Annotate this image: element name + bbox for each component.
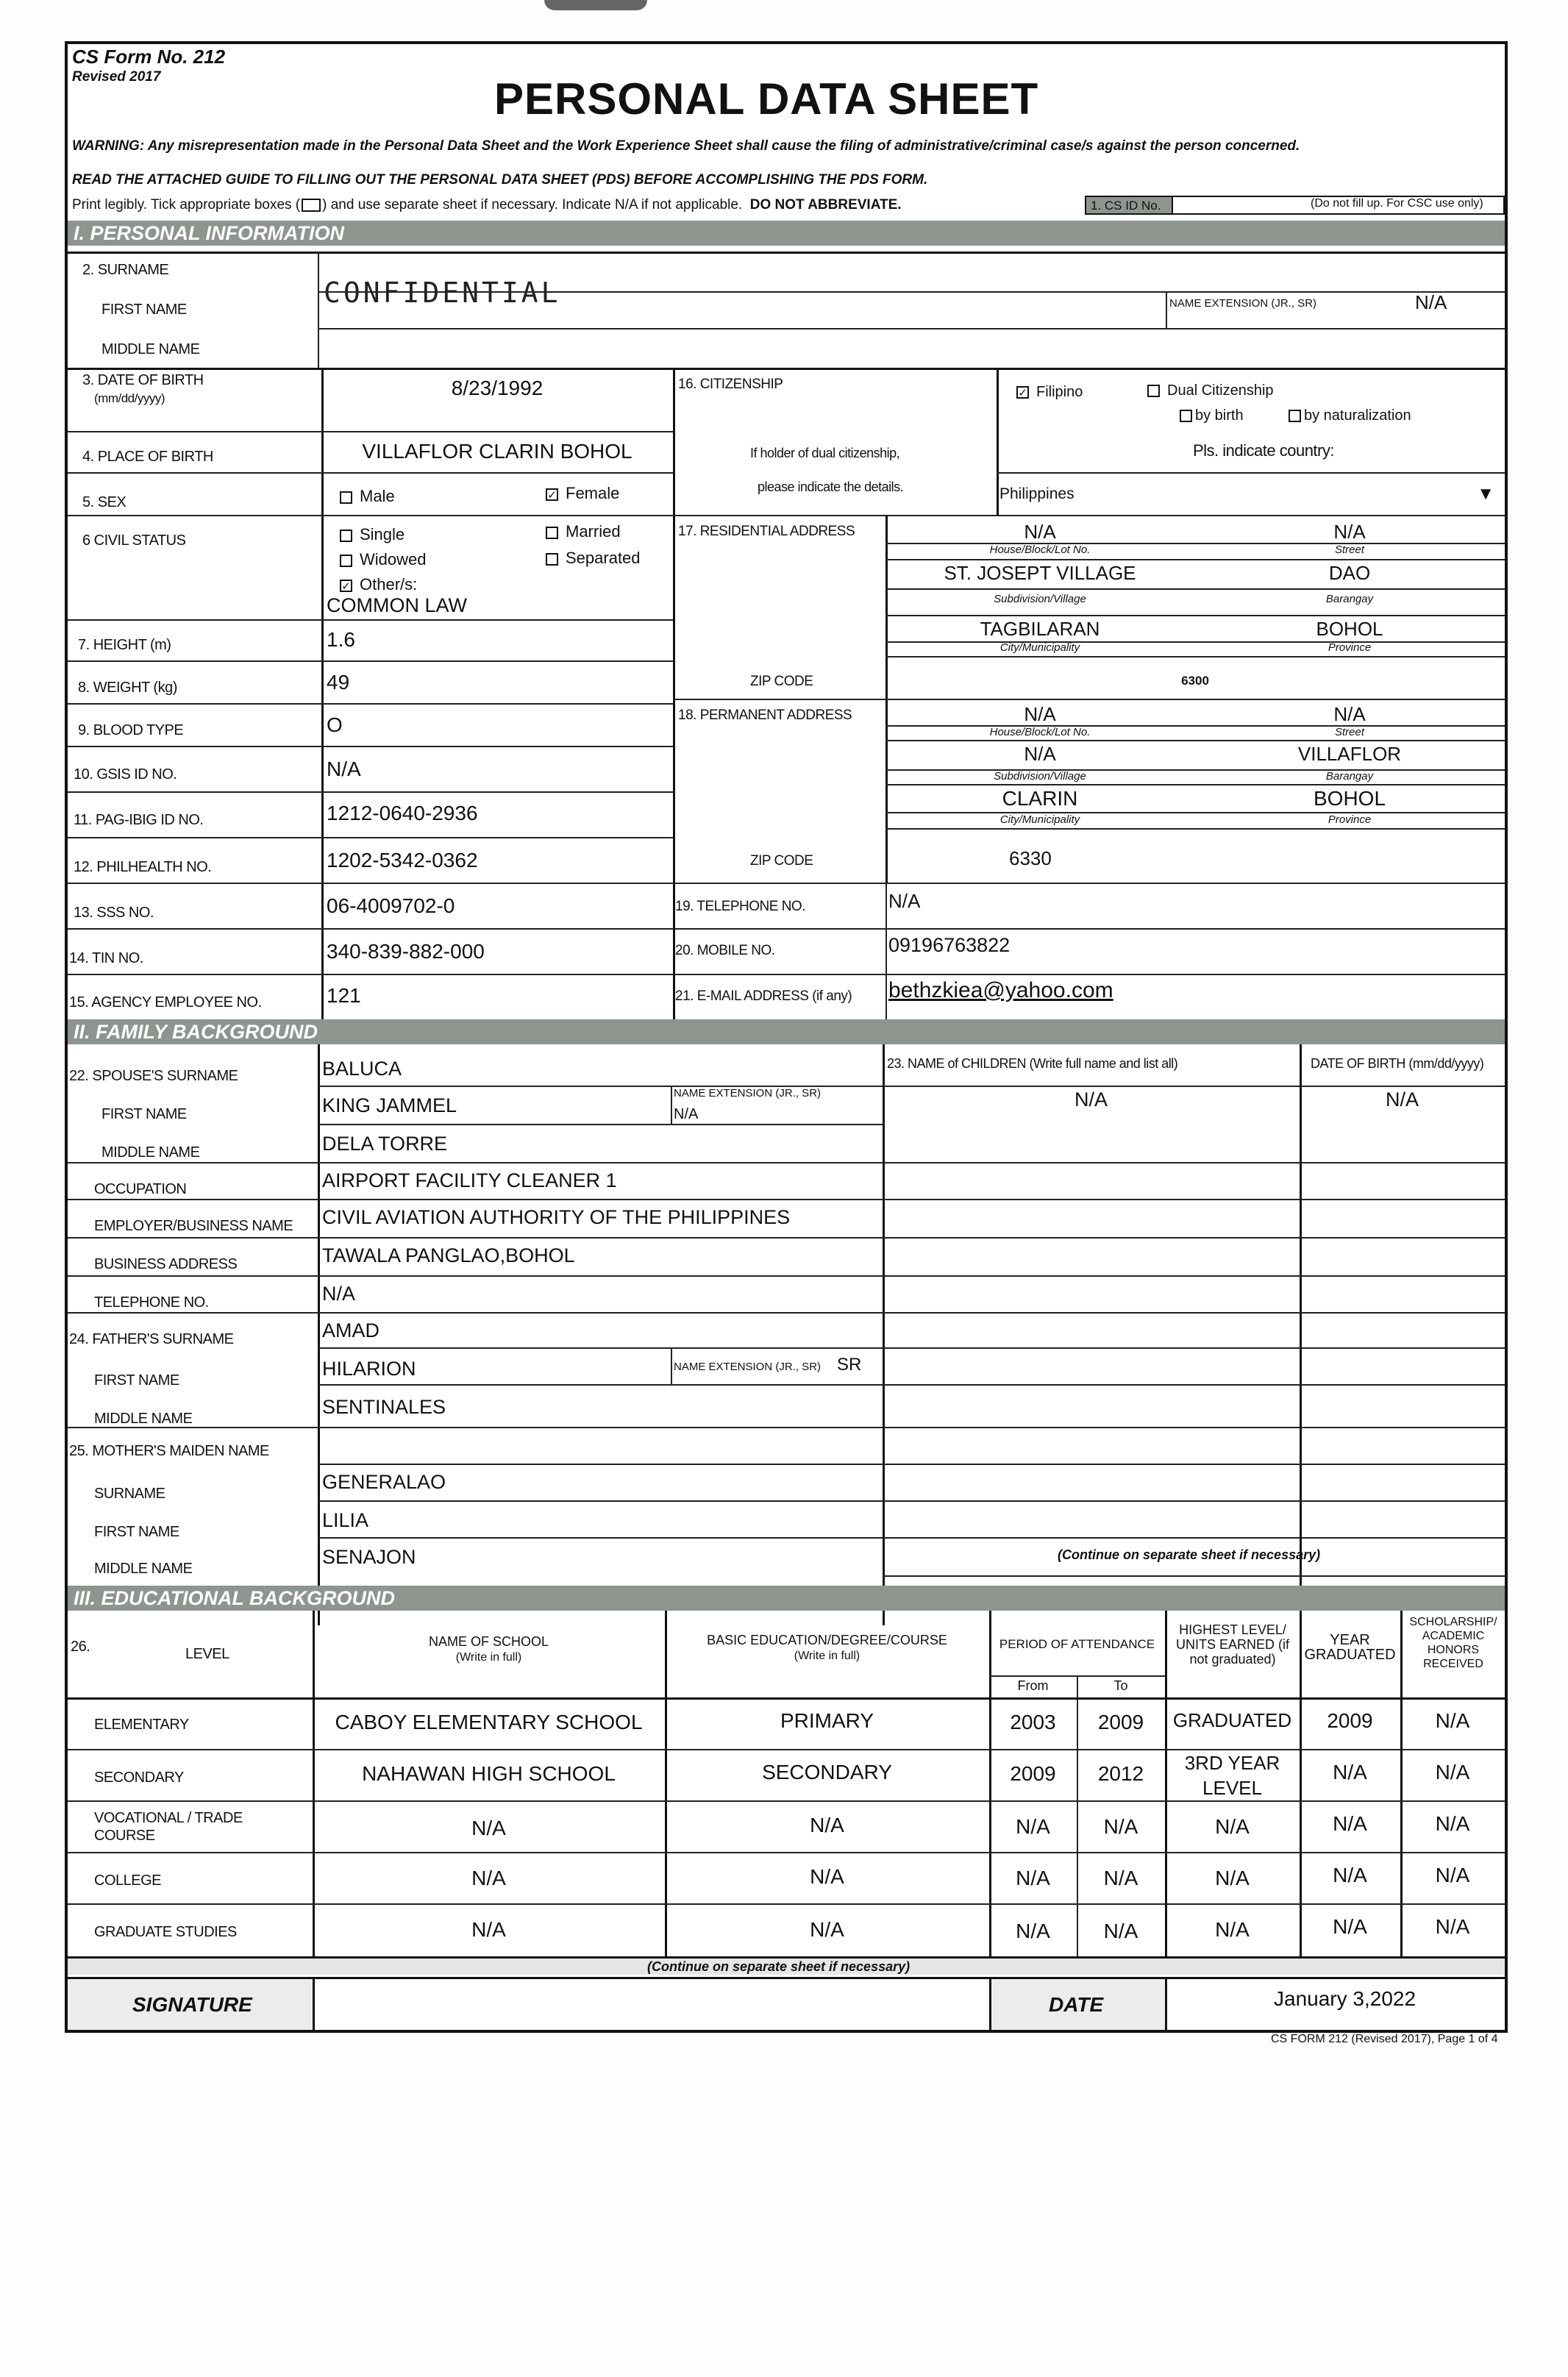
citizenship-filipino-label: Filipino [1036,384,1083,400]
education-level: GRADUATE STUDIES [94,1924,237,1940]
mobile-label: 20. MOBILE NO. [675,943,775,958]
instructions-part-1: Print legibly. Tick appropriate boxes ( [72,197,301,213]
rule [885,559,1505,560]
rule [68,1237,1505,1239]
rule [68,619,673,621]
rule [68,974,1505,975]
perm-province-caption: Province [1328,813,1372,826]
father-first-name-label: FIRST NAME [94,1372,179,1389]
rule [68,252,1505,254]
philhealth-label: 12. PHILHEALTH NO. [74,859,212,875]
pds-sheet [65,41,1508,2033]
res-street-caption: Street [1334,544,1365,556]
height-value: 1.6 [327,628,355,651]
school-header [313,1634,665,1665]
height-label: 7. HEIGHT (m) [78,637,171,653]
citizenship-filipino-option[interactable] [1016,384,1083,401]
instructions-part-2: ) and use separate sheet if necessary. Indicate N/A if not applicable. [322,197,743,213]
rule [665,1611,667,1964]
spouse-name-ext-value: N/A [674,1106,699,1122]
spouse-telephone-value: N/A [322,1283,356,1305]
period-header: PERIOD OF ATTENDANCE [999,1637,1155,1651]
children-dob-value: N/A [1385,1088,1419,1111]
rule [671,1086,672,1124]
rule [885,615,1505,616]
spouse-first-name-value: KING JAMMEL [322,1094,457,1116]
education-course: N/A [810,1918,844,1941]
course-header-text: BASIC EDUCATION/DEGREE/COURSE [707,1633,947,1647]
education-school: CABOY ELEMENTARY SCHOOL [335,1711,643,1733]
spouse-surname-value: BALUCA [322,1058,402,1080]
agency-employee-label: 15. AGENCY EMPLOYEE NO. [69,994,262,1011]
rule [68,791,673,793]
civil-widowed-label: Widowed [360,550,427,569]
education-school: N/A [471,1867,506,1889]
mobile-value: 09196763822 [888,934,1011,956]
section-family-background: II. FAMILY BACKGROUND [68,1019,1505,1044]
rule [68,746,673,747]
education-from: 2003 [1010,1711,1056,1733]
honors-header: SCHOLARSHIP/ ACADEMIC HONORS RECEIVED [1409,1616,1497,1670]
permanent-address-label: 18. PERMANENT ADDRESS [678,708,852,723]
civil-widowed-option[interactable] [340,550,426,569]
occupation-value: AIRPORT FACILITY CLEANER 1 [322,1169,617,1191]
education-honors: N/A [1435,1761,1470,1783]
gsis-value: N/A [327,758,361,780]
education-to: N/A [1103,1815,1138,1838]
education-year: 2009 [1327,1709,1373,1732]
perm-street-caption: Street [1334,726,1365,738]
education-to: 2009 [1097,1711,1144,1733]
rule [885,784,1505,785]
citizenship-by-birth-label: by birth [1195,407,1244,424]
instructions-line [72,197,902,213]
spouse-middle-name-value: DELA TORRE [322,1133,448,1155]
civil-other-option[interactable] [340,575,417,594]
res-zip-label: ZIP CODE [750,674,813,689]
citizenship-naturalization-option[interactable] [1289,407,1411,424]
rule [1166,291,1167,328]
rule [68,368,1505,370]
rule [883,1537,1505,1539]
form-revision: Revised 2017 [72,69,161,85]
weight-label: 8. WEIGHT (kg) [78,680,177,696]
course-header [665,1633,989,1664]
sex-male-option[interactable] [340,487,395,506]
spouse-name-ext-label: NAME EXTENSION (JR., SR) [674,1087,822,1100]
rule [673,368,675,1019]
date-label: DATE [1049,1993,1104,2016]
perm-province-value: BOHOL [1313,787,1386,810]
mother-surname-label: SURNAME [94,1486,165,1502]
period-to-header: To [1113,1678,1128,1693]
perm-city-caption: City/Municipality [999,813,1080,826]
education-honors: N/A [1435,1812,1470,1835]
signature-label: SIGNATURE [132,1993,252,2016]
rule [885,828,1505,830]
perm-city-value: CLARIN [1002,787,1078,810]
citizenship-holder-note-1: If holder of dual citizenship, [750,446,900,460]
dob-label: 3. DATE OF BIRTH [82,372,204,388]
civil-other-checkbox[interactable]: ✓ [340,580,352,592]
civil-single-option[interactable] [340,525,405,544]
country-label: Pls. indicate country: [1193,441,1334,460]
education-honors: N/A [1435,1915,1470,1938]
philhealth-value: 1202-5342-0362 [327,849,478,872]
section-personal-information: I. PERSONAL INFORMATION [68,221,1505,246]
rule [318,1464,1505,1465]
education-level: COLLEGE [94,1872,161,1889]
mother-first-name-label: FIRST NAME [94,1524,179,1540]
residential-address-label: 17. RESIDENTIAL ADDRESS [678,524,855,539]
civil-widowed-checkbox[interactable] [340,555,352,567]
rule [68,515,673,516]
education-highest: N/A [1215,1918,1250,1941]
rule [885,588,1505,590]
business-address-value: TAWALA PANGLAO,BOHOL [322,1244,575,1266]
res-barangay-caption: Barangay [1325,593,1374,605]
education-year: N/A [1333,1864,1367,1886]
email-label: 21. E-MAIL ADDRESS (if any) [675,988,852,1004]
name-extension-value: N/A [1415,291,1447,313]
perm-zip-label: ZIP CODE [750,853,813,869]
res-province-caption: Province [1328,641,1372,654]
tin-label: 14. TIN NO. [69,950,143,966]
education-from: N/A [1016,1815,1050,1838]
rule [68,1800,1505,1802]
children-label: 23. NAME of CHILDREN (Write full name and list all) [887,1056,1178,1071]
sss-label: 13. SSS NO. [74,905,154,921]
agency-employee-value: 121 [327,984,361,1007]
perm-barangay-caption: Barangay [1325,770,1374,783]
rule [68,837,673,838]
res-province-value: BOHOL [1316,618,1383,640]
rule [318,328,1505,329]
education-school: NAHAWAN HIGH SCHOOL [362,1762,616,1785]
rule [318,1500,1505,1502]
course-header-sub: (Write in full) [794,1650,860,1662]
res-subdivision-caption: Subdivision/Village [994,593,1086,605]
perm-house-value: N/A [1024,703,1056,725]
res-city-value: TAGBILARAN [980,618,1100,640]
education-course: N/A [810,1814,844,1836]
signature-field[interactable] [315,1979,989,2030]
education-school: N/A [471,1817,506,1839]
civil-married-option[interactable] [546,522,621,541]
rule [318,252,319,368]
res-house-value: N/A [1024,521,1056,543]
name-extension-label: NAME EXTENSION (JR., SR) [1169,297,1317,310]
section-educational-background: III. EDUCATIONAL BACKGROUND [68,1586,1505,1611]
rule [68,1427,1505,1428]
civil-separated-label: Separated [566,549,641,567]
education-highest: N/A [1215,1867,1250,1889]
education-to: N/A [1103,1920,1138,1942]
dob-format: (mm/dd/yyyy) [94,391,165,405]
rule [68,883,1505,884]
sex-male-checkbox[interactable] [340,491,352,504]
education-highest: GRADUATED [1172,1709,1292,1731]
mother-surname-value: GENERALAO [322,1471,446,1493]
tin-value: 340-839-882-000 [327,940,485,963]
education-year: N/A [1333,1915,1367,1938]
tick-box-sample [302,199,321,212]
civil-single-label: Single [360,525,405,544]
civil-married-label: Married [566,522,621,541]
employer-label: EMPLOYER/BUSINESS NAME [94,1218,293,1234]
mother-first-name-value: LILIA [322,1509,369,1531]
sex-female-checkbox[interactable]: ✓ [546,488,558,501]
rule [68,472,673,474]
citizenship-label: 16. CITIZENSHIP [678,377,783,392]
rule [68,1749,1505,1750]
country-select[interactable] [997,474,1505,515]
rule [318,1086,1505,1087]
education-honors: N/A [1435,1864,1470,1886]
res-zip-value: 6300 [1181,674,1209,688]
sex-male-label: Male [360,487,395,505]
rule [883,1575,1505,1577]
name-value: CONFIDENTIAL [324,277,561,309]
spouse-middle-name-label: MIDDLE NAME [101,1144,200,1161]
surname-label: 2. SURNAME [82,262,169,278]
mother-middle-name-label: MIDDLE NAME [94,1561,193,1577]
sss-value: 06-4009702-0 [327,894,455,917]
rule [68,1312,1505,1314]
rule [68,660,673,662]
perm-street-value: N/A [1333,703,1366,725]
education-level: ELEMENTARY [94,1717,189,1733]
rule [885,740,1505,741]
cs-id-note: (Do not fill up. For CSC use only) [1311,197,1483,210]
rule [68,1275,1505,1277]
family-continue-note: (Continue on separate sheet if necessary) [1058,1547,1321,1562]
education-to: 2012 [1097,1762,1144,1785]
father-surname-label: 24. FATHER'S SURNAME [69,1331,234,1347]
blood-type-label: 9. BLOOD TYPE [78,722,184,738]
father-name-ext-label: NAME EXTENSION (JR., SR) [674,1361,822,1373]
rule [1300,1611,1302,1964]
citizenship-dual-checkbox[interactable] [1147,385,1160,397]
telephone-value: N/A [888,890,921,912]
rule [318,1124,883,1125]
rule [671,1347,672,1384]
children-dob-label: DATE OF BIRTH (mm/dd/yyyy) [1311,1056,1484,1071]
rule [673,699,1505,700]
pob-label: 4. PLACE OF BIRTH [82,449,213,465]
rule [989,1611,991,1964]
rule [883,1347,1505,1349]
citizenship-by-birth-checkbox[interactable] [1180,410,1192,422]
country-select-value: Philippines [999,485,1075,502]
education-to: N/A [1103,1867,1138,1889]
res-barangay-value: DAO [1328,562,1371,584]
citizenship-holder-note-2: please indicate the details. [758,480,904,494]
rule [68,431,673,432]
citizenship-dual-option[interactable] [1147,382,1274,399]
page-title: PERSONAL DATA SHEET [494,74,1039,124]
rule [68,1697,1505,1700]
civil-married-checkbox[interactable] [546,527,558,539]
education-course: N/A [810,1865,844,1888]
mother-maiden-name-label: 25. MOTHER'S MAIDEN NAME [69,1443,269,1459]
employer-value: CIVIL AVIATION AUTHORITY OF THE PHILIPPINES [322,1206,791,1228]
education-level: SECONDARY [94,1770,184,1786]
res-street-value: N/A [1333,521,1366,543]
period-from-header: From [1017,1678,1049,1693]
father-surname-value: AMAD [322,1319,380,1341]
spouse-first-name-label: FIRST NAME [101,1106,187,1122]
perm-subdivision-caption: Subdivision/Village [994,770,1086,783]
school-header-sub: (Write in full) [455,1651,522,1664]
cs-id-label: 1. CS ID No. [1085,196,1173,215]
res-city-caption: City/Municipality [999,641,1080,654]
pagibig-label: 11. PAG-IBIG ID NO. [74,812,204,828]
perm-zip-value: 6330 [1009,847,1052,869]
first-name-label: FIRST NAME [101,302,187,318]
form-number: CS Form No. 212 [72,46,226,68]
rule [989,1675,1165,1677]
education-continue-note: (Continue on separate sheet if necessary) [647,1959,910,1974]
sex-label: 5. SEX [82,494,126,510]
civil-single-checkbox[interactable] [340,530,352,542]
business-address-label: BUSINESS ADDRESS [94,1256,238,1272]
res-house-caption: House/Block/Lot No. [989,544,1091,556]
civil-other-label: Other/s: [360,575,418,594]
father-name-ext-value: SR [837,1355,862,1375]
perm-house-caption: House/Block/Lot No. [989,726,1091,738]
education-course: PRIMARY [780,1709,874,1732]
rule [68,703,673,705]
gsis-label: 10. GSIS ID NO. [74,766,177,783]
chevron-down-icon: ▼ [1477,484,1494,504]
rule [68,1903,1505,1905]
civil-other-value: COMMON LAW [327,594,467,616]
rule [68,928,1505,930]
rule [1165,1977,1167,2030]
warning-text: WARNING: Any misrepresentation made in the Personal Data Sheet and the Work Experience Sheet shall cause the filing of administrative/criminal case/s against the person concerned. [72,138,1300,154]
date-value: January 3,2022 [1274,1987,1416,2010]
education-level: VOCATIONAL / TRADE COURSE [94,1810,243,1844]
education-from: N/A [1016,1920,1050,1942]
education-highest: 3RD YEAR LEVEL [1184,1752,1280,1799]
form-footer: CS FORM 212 (Revised 2017), Page 1 of 4 [1271,2033,1498,2045]
education-honors: N/A [1435,1709,1470,1732]
scan-shadow [544,0,647,10]
dob-value: 8/23/1992 [451,377,544,399]
rule [1165,1611,1167,1964]
res-subdivision-value: ST. JOSEPT VILLAGE [944,562,1136,584]
civil-separated-checkbox[interactable] [546,553,558,566]
rule [318,1384,883,1386]
middle-name-label: MIDDLE NAME [101,341,200,357]
perm-subdivision-value: N/A [1024,743,1056,765]
education-highest: N/A [1215,1815,1250,1838]
rule [68,1162,1505,1163]
rule [318,1537,883,1539]
blood-type-value: O [327,713,343,736]
sex-female-label: Female [566,484,620,502]
citizenship-filipino-checkbox[interactable]: ✓ [1016,386,1029,399]
rule [321,368,324,1019]
do-not-abbreviate: DO NOT ABBREVIATE. [749,197,902,213]
citizenship-dual-label: Dual Citizenship [1167,382,1274,399]
education-from: 2009 [1010,1762,1056,1785]
year-graduated-header: YEAR GRADUATED [1304,1632,1396,1663]
education-year: N/A [1333,1761,1367,1783]
education-year: N/A [1333,1812,1367,1835]
children-name-value: N/A [1074,1088,1108,1111]
citizenship-naturalization-checkbox[interactable] [1289,410,1301,422]
rule [673,515,1505,516]
rule [883,1384,1505,1386]
civil-separated-option[interactable] [546,549,641,568]
education-school: N/A [471,1918,506,1941]
occupation-label: OCCUPATION [94,1181,187,1197]
citizenship-naturalization-label: by naturalization [1304,407,1411,424]
education-number-label: 26. [71,1639,90,1655]
rule [68,1852,1505,1853]
rule [885,883,887,1019]
spouse-telephone-label: TELEPHONE NO. [94,1294,209,1311]
mother-middle-name-value: SENAJON [322,1546,416,1568]
father-first-name-value: HILARION [322,1358,416,1380]
civil-status-label: 6 CIVIL STATUS [82,532,186,549]
weight-value: 49 [327,671,350,694]
citizenship-by-birth-option[interactable] [1180,407,1244,424]
spouse-surname-label: 22. SPOUSE'S SURNAME [69,1068,238,1084]
father-middle-name-value: SENTINALES [322,1396,446,1418]
pagibig-value: 1212-0640-2936 [327,802,478,824]
perm-barangay-value: VILLAFLOR [1297,743,1402,765]
education-course: SECONDARY [762,1761,892,1783]
rule [68,1199,1505,1200]
rule [885,656,1505,657]
education-from: N/A [1016,1867,1050,1889]
pob-value: VILLAFLOR CLARIN BOHOL [362,440,632,463]
education-level-header: LEVEL [185,1646,229,1662]
highest-level-header: HIGHEST LEVEL/ UNITS EARNED (if not graduated) [1175,1622,1289,1667]
rule [318,291,1505,293]
father-middle-name-label: MIDDLE NAME [94,1411,193,1427]
school-header-text: NAME OF SCHOOL [428,1634,549,1649]
email-value[interactable]: bethzkiea@yahoo.com [888,978,1113,1002]
read-guide-text: READ THE ATTACHED GUIDE TO FILLING OUT THE PERSONAL DATA SHEET (PDS) BEFORE ACCOMPLISHING THE PDS FORM. [72,172,928,188]
telephone-label: 19. TELEPHONE NO. [675,899,805,914]
sex-female-option[interactable] [546,484,619,503]
